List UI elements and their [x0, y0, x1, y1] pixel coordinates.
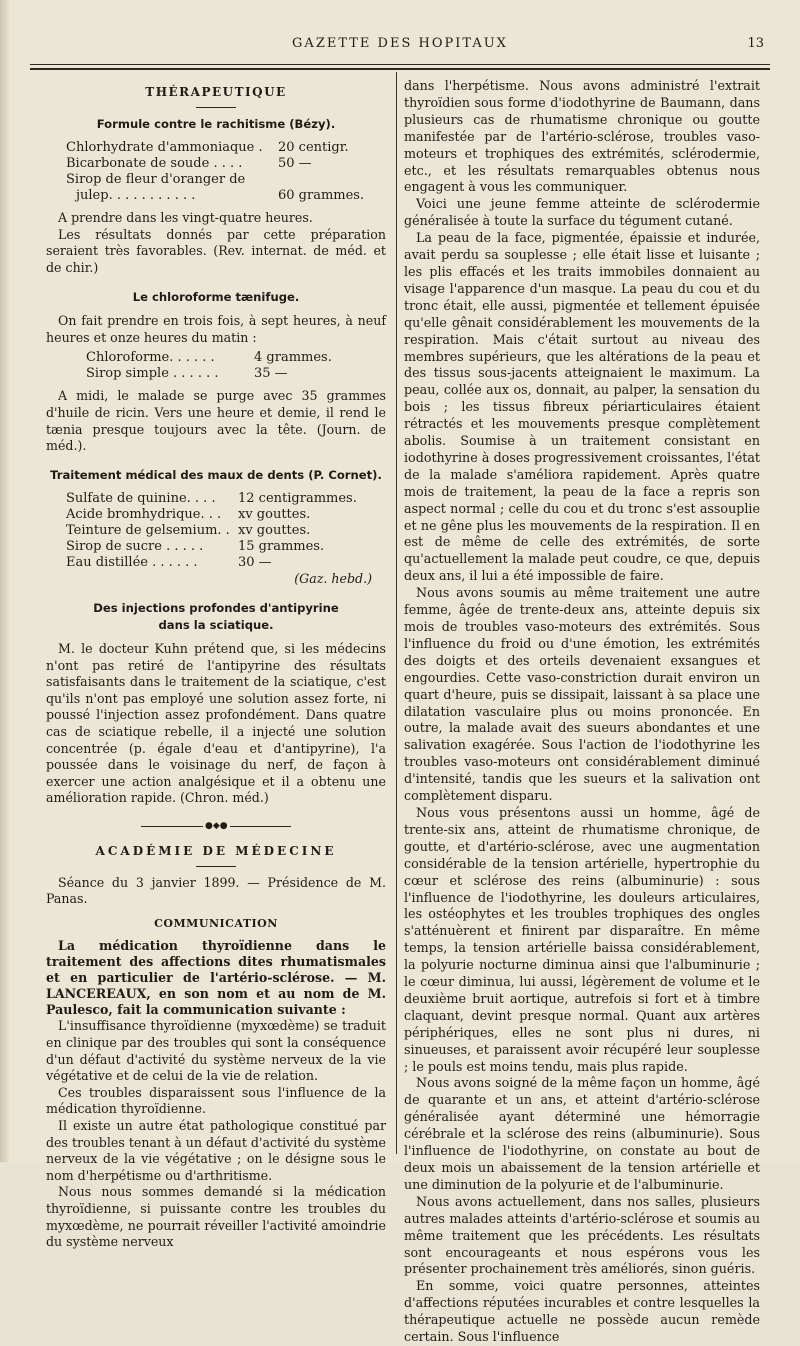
- subheading-antipyrine: Des injections profondes d'antipyrine dans la sciatique.: [93, 600, 339, 632]
- prescription-line: Sulfate de quinine. . . . 12 centigrammes.: [66, 491, 357, 507]
- paragraph: On fait prendre en trois fois, à sept heures, à neuf heures et onze heures du matin :: [46, 313, 386, 345]
- paragraph: Nous avons soigné de la même façon un homme, âgé de quarante et un ans, et atteint d'artério-sclérose généralisée ayant déterminé une hémorragie cérébrale et la sclérose des reins (albuminurie). Sous l'influence de l'iodothyrine, on constate au bout de deux mois un abaissement de la tension artérielle et une diminution de la polyurie et de l'albuminurie.: [404, 1075, 760, 1192]
- source-citation: (Gaz. hebd.): [294, 571, 372, 587]
- prescription-line: Sirop de fleur d'oranger de: [66, 172, 246, 188]
- section-heading-therapeutique: THÉRAPEUTIQUE: [145, 85, 287, 99]
- prescription-line: julep. . . . . . . . . . . 60 grammes.: [76, 188, 365, 204]
- subheading-maux-de-dents: Traitement médical des maux de dents (P. Cornet).: [50, 467, 382, 482]
- short-rule: [196, 107, 236, 108]
- page-spine-shadow: [0, 0, 9, 1162]
- subheading-formule: Formule contre le rachitisme (Bézy).: [96, 116, 336, 131]
- prescription-line: Eau distillée . . . . . . 30 —: [66, 555, 272, 571]
- paragraph: Il existe un autre état pathologique constitué par des troubles tenant à un défaut d'activité du système nerveux de la vie végétative ; on le désigne sous le nom d'herpétisme ou d'arthritisme.: [46, 1117, 386, 1183]
- prescription-line: Bicarbonate de soude . . . . 50 —: [66, 156, 312, 172]
- header-rule-thin: [30, 64, 770, 65]
- prescription-line: Sirop simple . . . . . . 35 —: [86, 366, 288, 382]
- prescription-maux-de-dents: [66, 491, 386, 571]
- subheading-communication: COMMUNICATION: [154, 916, 278, 930]
- prescription-line: Teinture de gelsemium. . xv gouttes.: [66, 523, 311, 539]
- paragraph: Nous avons soumis au même traitement une autre femme, âgée de trente-deux ans, atteinte depuis six mois de troubles vaso-moteurs des extrémités. Sous l'influence du froid ou d'une émotion, les extrémités des doigts et des orteils devenaient exsangues et engourdies. Cette vaso-constriction durait environ un quart d'heure, puis se dissipait, laissant à sa place une dilatation vasculaire plus ou moins prononcée. En outre, la malade avait des sueurs abondantes et une salivation exagérée. Sous l'action de l'iodothyrine les troubles vaso-moteurs ont considérablement diminué d'intensité, tandis que les sueurs et la salivation ont complètement disparu.: [404, 585, 760, 804]
- short-rule: [196, 866, 236, 867]
- seance-line: Séance du 3 janvier 1899. — Présidence de M. Panas.: [46, 874, 386, 907]
- paragraph: M. le docteur Kuhn prétend que, si les médecins n'ont pas retiré de l'antipyrine des résultats satisfaisants dans le traitement de la sciatique, c'est qu'ils n'ont pas employé une solution assez forte, ni poussé l'injection assez profondément. Dans quatre cas de sciatique rebelle, il a injecté une solution concentrée (p. égale d'eau et d'antipyrine), l'a poussée dans le voisinage du nerf, de façon à exercer une action analgésique et il a obtenu une amélioration rapide. (Chron. méd.): [46, 641, 386, 806]
- header-rule-thick: [30, 68, 770, 70]
- paragraph: L'insuffisance thyroïdienne (myxœdème) se traduit en clinique par des troubles qui sont la conséquence d'un défaut d'activité du système nerveux de la vie végétative et de celui de la vie de relation.: [46, 1018, 386, 1084]
- right-column: [404, 78, 760, 1346]
- communication-title: La médication thyroïdienne dans le traitement des affections dites rhumatismales et en particulier de l'artério-sclérose. — M. LANCEREAUX, en son nom et au nom de M. Paulesco, fait la communication suivante :: [46, 938, 386, 1018]
- prescription-line: Chlorhydrate d'ammoniaque . 20 centigr.: [66, 140, 349, 156]
- paragraph: Nous nous sommes demandé si la médication thyroïdienne, si puissante contre les troubles du myxœdème, ne pourrait réveiller l'activité amoindrie du système nerveux: [46, 1184, 386, 1250]
- paragraph: Ces troubles disparaissent sous l'influence de la médication thyroïdienne.: [46, 1084, 386, 1117]
- paragraph: Les résultats donnés par cette préparation seraient très favorables. (Rev. internat. de méd. et de chir.): [46, 226, 386, 275]
- paragraph: La peau de la face, pigmentée, épaissie et indurée, avait perdu sa souplesse ; elle était lisse et luisante ; les plis effacés et les traits immobiles donnaient au visage l'apparence d'un masque. La peau du cou et du tronc était, elle aussi, pigmentée et tellement épuisée qu'elle gênait considérablement les mouvements de la respiration. Mais c'était surtout au niveau des membres supérieurs, que les altérations de la peau et des tissus sous-jacents atteignaient le maximum. La peau, collée aux os, donnait, au palper, la sensation du bois ; les tissus fibreux périarticulaires étaient rétractés et les mouvements presque complètement abolis. Soumise à un traitement consistant en iodothyrine à doses progressivement croissantes, l'état de la malade s'améliora rapidement. Après quatre mois de traitement, la peau de la face a repris son aspect normal ; celle du cou et du tronc s'est assouplie et ne gêne plus les mouvements de la respiration. Il en est de même de celle des extrémités, de sorte qu'actuellement la malade peut coudre, ce que, depuis deux ans, il lui a été impossible de faire.: [404, 230, 760, 584]
- paragraph: A midi, le malade se purge avec 35 grammes d'huile de ricin. Vers une heure et demie, il rend le tænia presque toujours avec la tête. (Journ. de méd.).: [46, 388, 386, 454]
- prescription-line: Sirop de sucre . . . . . 15 grammes.: [66, 539, 325, 555]
- paragraph: Voici une jeune femme atteinte de sclérodermie généralisée à toute la surface du tégument cutané.: [404, 196, 760, 229]
- paragraph: En somme, voici quatre personnes, atteintes d'affections réputées incurables et contre lesquelles la thérapeutique actuelle ne possède aucun remède certain. Sous l'influence: [404, 1278, 760, 1345]
- running-header: [30, 34, 770, 56]
- column-divider: [396, 72, 397, 1154]
- journal-title: GAZETTE DES HOPITAUX: [292, 36, 508, 51]
- prescription-chloroforme: [86, 350, 386, 382]
- page-number: 13: [747, 36, 764, 51]
- left-column: [46, 80, 386, 1251]
- prescription-line: Acide bromhydrique. . . xv gouttes.: [66, 507, 311, 523]
- ornamental-divider: ●◆●: [141, 821, 291, 831]
- paragraph: dans l'herpétisme. Nous avons administré l'extrait thyroïdien sous forme d'iodothyrine de Baumann, dans plusieurs cas de rhumatisme chronique ou goutte manifestée par de l'artério-sclérose, troubles vaso-moteurs et trophiques des extrémités, sclérodermie, etc., et les résultats remarquables obtenus nous engagent à vous les communiquer.: [404, 78, 760, 195]
- paragraph: A prendre dans les vingt-quatre heures.: [58, 210, 313, 226]
- paragraph: Nous vous présentons aussi un homme, âgé de trente-six ans, atteint de rhumatisme chronique, de goutte, et d'artério-sclérose, avec une augmentation considérable de la tension artérielle, hypertrophie du cœur et sclérose des reins (albuminurie) : sous l'influence de l'iodothyrine, les douleurs articulaires, les ostéophytes et les troubles trophiques des ongles s'atténuèrent et finirent par disparaître. En même temps, la tension artérielle baissa considérablement, la polyurie nocturne diminua ainsi que l'albuminurie ; le cœur diminua, lui aussi, légèrement de volume et le deuxième bruit aortique, autrefois si fort et à timbre claquant, devint presque normal. Quant aux artères périphériques, elles ne sont plus ni dures, ni sinueuses, et paraissent avoir récupéré leur souplesse ; le pouls est moins tendu, mais plus rapide.: [404, 804, 760, 1074]
- section-heading-academie: ACADÉMIE DE MÉDECINE: [95, 844, 337, 859]
- prescription-formule: [66, 140, 386, 204]
- prescription-line: Chloroforme. . . . . . 4 grammes.: [86, 350, 332, 366]
- subheading-chloroforme: Le chloroforme tænifuge.: [132, 289, 300, 304]
- paragraph: Nous avons actuellement, dans nos salles, plusieurs autres malades atteints d'artério-sclérose et soumis au même traitement que les précédents. Les résultats sont encourageants et nous espérons vous les présenter prochainement très améliorés, sinon guéris.: [404, 1193, 760, 1277]
